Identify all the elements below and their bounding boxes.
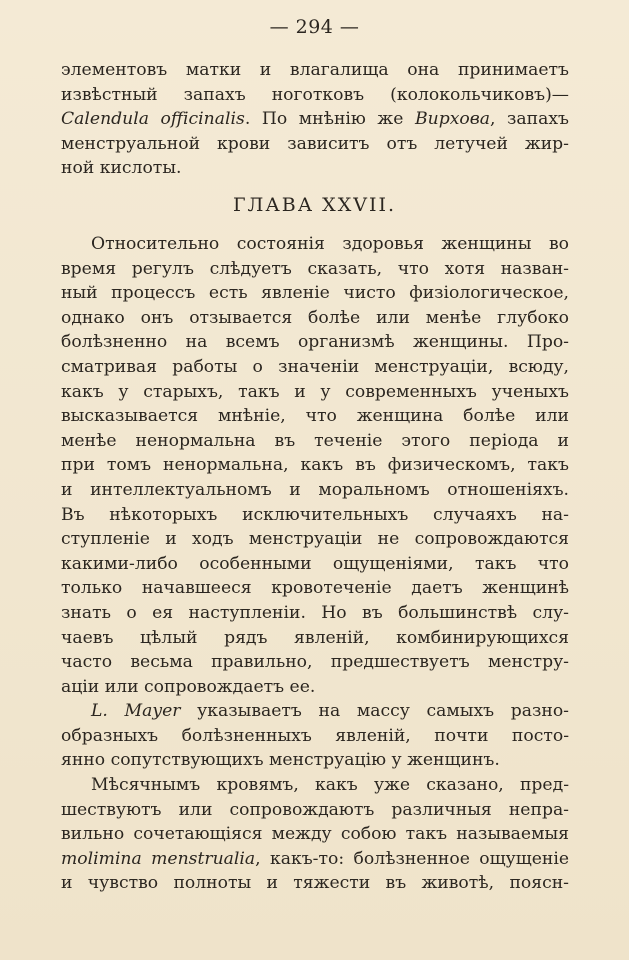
text-line: часто весьма правильно, предшествуетъ менстру- [61, 652, 569, 673]
text-line: знать о ея наступленіи. Но въ большинствѣ слу- [61, 602, 569, 623]
text-line: болѣзненно на всемъ организмѣ женщины. Про- [61, 332, 569, 353]
text-line: менструальной крови зависитъ отъ летучей жир- [61, 133, 569, 154]
latin-term: Calendula officinalis [61, 109, 245, 130]
text-line: Мѣсячнымъ кровямъ, какъ уже сказано, пред- [91, 775, 569, 796]
text-line: и чувство полноты и тяжести въ животѣ, поясн- [61, 873, 569, 894]
chapter-title: ГЛАВА XXVII. [232, 194, 397, 216]
latin-term: molimina menstrualia [61, 848, 256, 869]
text-line: ной кислоты. [61, 158, 182, 179]
text-line: ступленіе и ходъ менструаціи не сопровождаются [61, 529, 569, 550]
text-line: образныхъ болѣзненныхъ явленій, почти посто- [61, 725, 569, 746]
page-number: — 294 — [269, 16, 360, 38]
text-line: Относительно состоянія здоровья женщины во [91, 234, 569, 254]
text-line: менѣе ненормальна въ теченіе этого періода и [61, 430, 569, 451]
text-line: чаевъ цѣлый рядъ явленій, комбинирующихся [61, 627, 569, 648]
text-line: и интеллектуальномъ и моральномъ отношеніяхъ. [61, 479, 569, 500]
text-fragment: , какъ-то: болѣзненное ощущеніе [255, 848, 569, 869]
text-line: элементовъ матки и влагалища она принимаетъ [61, 60, 569, 80]
text-fragment: , запахъ [490, 109, 569, 130]
text-fragment: указываетъ на массу самыхъ разно- [180, 701, 569, 722]
text-line: извѣстный запахъ ноготковъ (колокольчиковъ)— [61, 84, 569, 105]
text-line: какъ у старыхъ, такъ и у современныхъ ученыхъ [61, 381, 569, 402]
text-line: при томъ ненормальна, какъ въ физическомъ, такъ [61, 455, 569, 476]
text-line: янно сопутствующихъ менструацію у женщинъ. [61, 750, 500, 771]
top-paragraph [61, 58, 569, 181]
text-line: какими-либо особенными ощущеніями, такъ что [61, 553, 569, 574]
text-line: однако онъ отзывается болѣе или менѣе глубоко [61, 307, 569, 328]
text-line: ный процессъ есть явленіе чисто физіологическое, [61, 283, 569, 304]
text-line: только начавшееся кровотеченіе даетъ женщинѣ [61, 578, 569, 599]
author-name: L. Mayer [91, 701, 181, 722]
text-line [61, 107, 569, 132]
text-line: аціи или сопровождаетъ ее. [61, 676, 316, 697]
text-line: Въ нѣкоторыхъ исключительныхъ случаяхъ на- [61, 504, 569, 525]
text-line: время регулъ слѣдуетъ сказать, что хотя назван- [61, 258, 569, 279]
text-line: шествуютъ или сопровождаютъ различныя непра- [61, 799, 569, 820]
text-line: вильно сочетающіяся между собою такъ называемыя [61, 824, 569, 845]
text-line: сматривая работы о значеніи менструаціи, всюду, [61, 356, 569, 377]
paragraph-1 [61, 232, 569, 896]
author-name: Вирхова [415, 109, 490, 130]
text-line [61, 699, 569, 724]
text-line: высказывается мнѣніе, что женщина болѣе или [61, 406, 569, 427]
text-fragment: . По мнѣнію же [244, 109, 415, 130]
text-line [61, 847, 569, 872]
